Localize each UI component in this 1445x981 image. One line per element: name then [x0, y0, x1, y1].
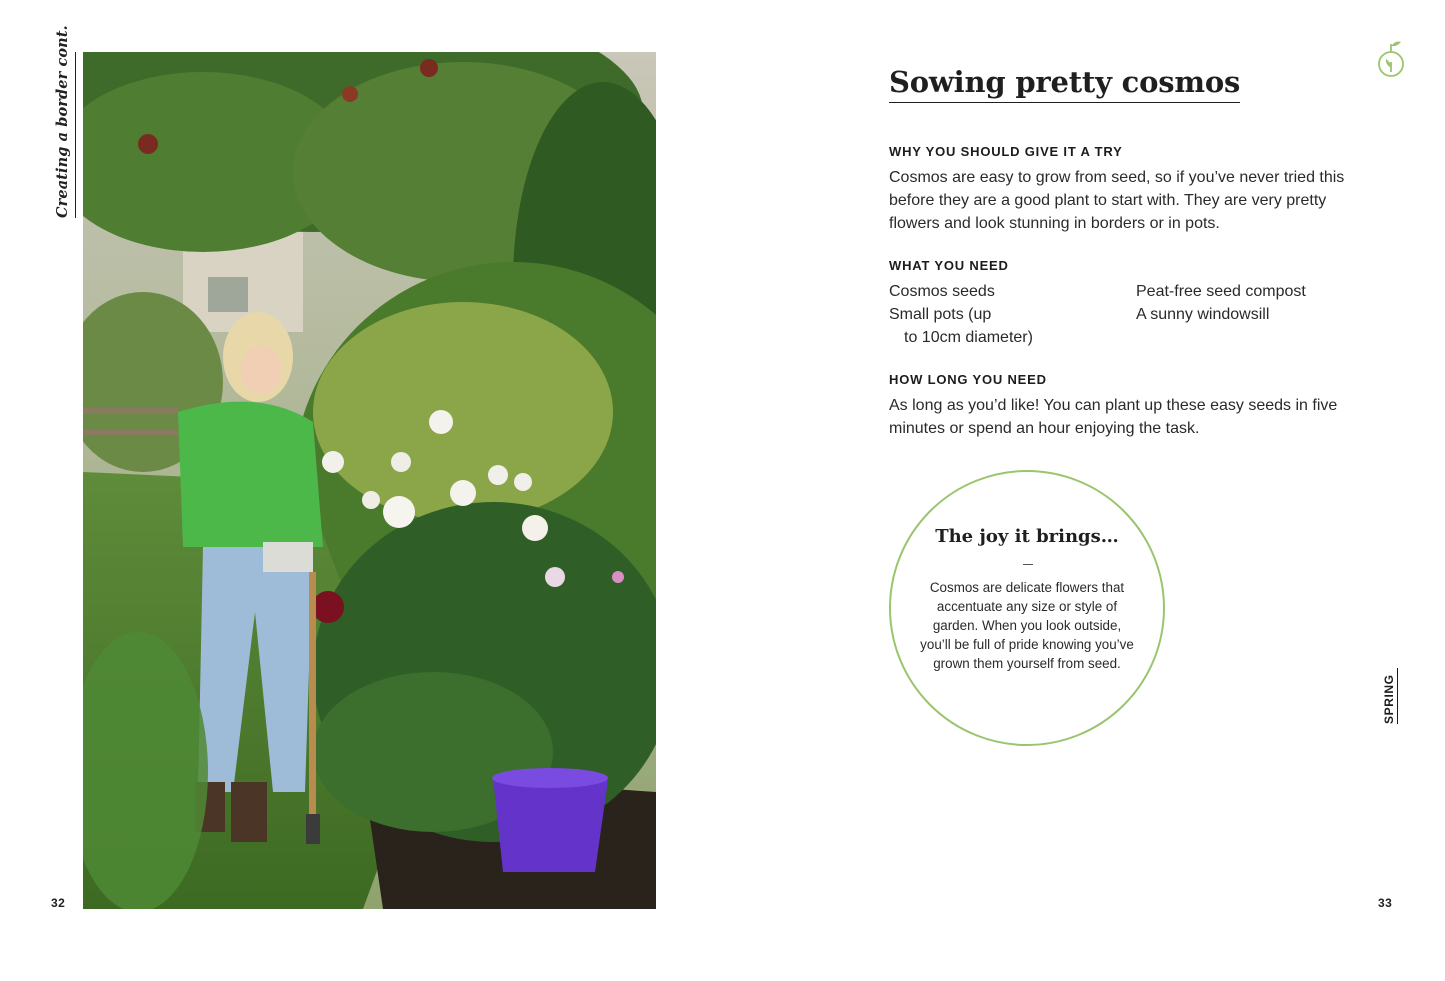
joy-body: Cosmos are delicate flowers that accentuate any size or style of garden. When you look outside, you’ll be full of pride knowing you’ve grown them yourself from seed. [920, 580, 1134, 671]
section-body: Cosmos are easy to grow from seed, so if you’ve never tried this before they are a good plant to start with. They are very pretty flowers and look stunning in borders or in pots. [889, 169, 1345, 232]
sprout-icon [1376, 38, 1406, 80]
list-item: Peat-free seed compost [1136, 283, 1306, 300]
joy-title: The joy it brings… [935, 526, 1119, 547]
list-item: to 10cm diameter) [904, 329, 1033, 346]
section-body: As long as you’d like! You can plant up these easy seeds in five minutes or spend an hour enjoying the task. [889, 397, 1338, 437]
list-item: Small pots (up [889, 306, 992, 323]
needs-list [889, 280, 1359, 350]
section-heading: HOW LONG YOU NEED [889, 372, 1047, 387]
section-what-you-need [889, 258, 1359, 350]
section-how-long [889, 372, 1359, 440]
section-heading: WHAT YOU NEED [889, 258, 1009, 273]
running-head-text: Creating a border cont. [54, 25, 71, 218]
season-tab [1382, 668, 1398, 724]
page-number-left: 32 [51, 896, 66, 910]
joy-callout [889, 470, 1165, 746]
running-head [50, 25, 76, 218]
section-heading: WHY YOU SHOULD GIVE IT A TRY [889, 144, 1123, 159]
page-title: Sowing pretty cosmos [889, 64, 1240, 103]
divider [1023, 564, 1033, 565]
season-label: SPRING [1382, 674, 1396, 724]
list-item: A sunny windowsill [1136, 306, 1270, 323]
garden-photo [83, 52, 656, 909]
needs-column-1 [889, 280, 1033, 349]
needs-column-2 [1136, 280, 1306, 326]
section-why [889, 144, 1359, 235]
page-number-right: 33 [1378, 896, 1393, 910]
list-item: Cosmos seeds [889, 283, 995, 300]
